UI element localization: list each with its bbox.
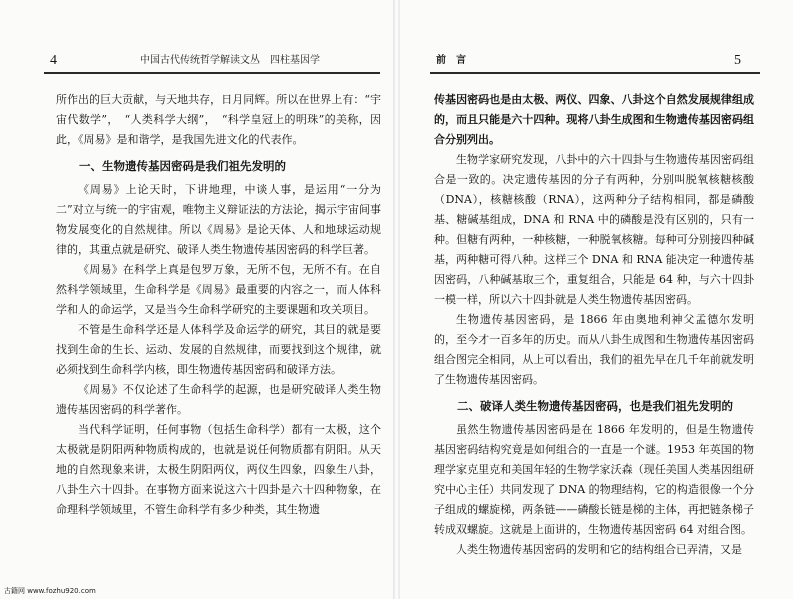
left-page (0, 0, 393, 599)
page-number-right: 5 (734, 53, 741, 68)
page-number-left: 4 (50, 53, 57, 68)
running-header-left: 中国古代传统哲学解读文丛 四柱基因学 (140, 55, 320, 66)
paragraph: 人类生物遗传基因密码的发明和它的结构组合已弄清，又是 (456, 543, 742, 556)
section-heading-1: 一、生物遗传基因密码是我们祖先发明的 (79, 159, 286, 173)
paragraph: 虽然生物遗传基因密码是在 1866 年发明的，但是生物遗传基因密码结构究竟是如何组合的一直是一个谜。1953 年英国的物理学家克里克和美国年轻的生物学家沃森（现任美国人类基因组研究中心主任）共同发现了 DNA 的物理结构，它的构造很像一个分子组成的螺旋梯，两条链——磷酸长链是梯的主体，再把链条梯子转成双螺旋。这就是上面讲的，生物遗传基因密码 64 对组合图。 (434, 423, 754, 536)
footer-watermark: 古籍网 www.fozhu920.com (4, 587, 96, 595)
paragraph: 不管是生命科学还是人体科学及命运学的研究，其目的就是要找到生命的生长、运动、发展的自然规律，而要找到这个规律，就必须找到生命科学内核，即生物遗传基因密码和破译方法。 (56, 323, 381, 376)
paragraph: 当代科学证明，任何事物（包括生命科学）都有一太极，这个太极就是阴阳两种物质构成的，也就是说任何物质都有阴阳。从天地的自然现象来讲，太极生阴阳两仪，两仪生四象，四象生八卦，八卦生六十四卦。在事物方面来说这六十四卦是六十四种物象，在命理科学领域里，不管生命科学有多少种类，其生物遗 (56, 423, 381, 516)
left-page-body (56, 90, 381, 520)
paragraph: 传基因密码也是由太极、两仪、四象、八卦这个自然发展规律组成的，而且只能是六十四种。现将八卦生成图和生物遗传基因密码组合分别列出。 (434, 93, 754, 146)
paragraph: 所作出的巨大贡献，与天地共存，日月同辉。所以在世界上有：“宇宙代数学”， “人类科学大纲”， “科学皇冠上的明珠”的美称，因此，《周易》是和谐学，是我国先进文化的代表作。 (56, 93, 381, 146)
book-gutter (393, 0, 400, 599)
right-page (400, 0, 793, 599)
paragraph: 生物遗传基因密码，是 1866 年由奥地利神父孟德尔发明的，至今才一百多年的历史。而从八卦生成图和生物遗传基因密码组合图完全相同，从上可以看出，我们的祖先早在几千年前就发明了生物遗传基因密码。 (434, 313, 754, 386)
header-rule-right (430, 72, 760, 74)
section-heading-2: 二、破译人类生物遗传基因密码，也是我们祖先发明的 (457, 399, 733, 413)
header-rule-left (44, 72, 380, 74)
paragraph: 《周易》在科学上真是包罗万象，无所不包，无所不有。在自然科学领域里，生命科学是《周易》最重要的内容之一，而人体科学和人的命运学，又是当今生命科学研究的主要课题和攻关项目。 (56, 263, 381, 316)
running-header-right: 前 言 (436, 55, 466, 66)
paragraph: 《周易》不仅论述了生命科学的起源，也是研究破译人类生物遗传基因密码的科学著作。 (56, 383, 381, 416)
paragraph: 《周易》上论天时，下讲地理，中谈人事，是运用“一分为二”对立与统一的宇宙观，唯物主义辩证法的方法论，揭示宇宙间事物发展变化的自然规律。所以《周易》是论天体、人和地球运动规律的，其重点就是研究、破译人类生物遗传基因密码的科学巨著。 (56, 183, 381, 256)
right-page-body (434, 90, 754, 560)
paragraph: 生物学家研究发现，八卦中的六十四卦与生物遗传基因密码组合是一致的。决定遗传基因的分子有两种，分别叫脱氧核糖核酸（DNA），核糖核酸（RNA），这两种分子结构相同，都是磷酸基、糖碱基组成，DNA 和 RNA 中的磷酸是没有区别的，只有一种。但糖有两种，一种核糖，一种脱氧核糖。每种可分别接四种碱基，两种糖可得八种。这样三个 DNA 和 RNA 能决定一种遗传基因密码，八种碱基取三个，重复组合，只能是 64 种，与六十四卦一模一样，所以六十四卦就是人类生物遗传基因密码。 (434, 153, 754, 306)
